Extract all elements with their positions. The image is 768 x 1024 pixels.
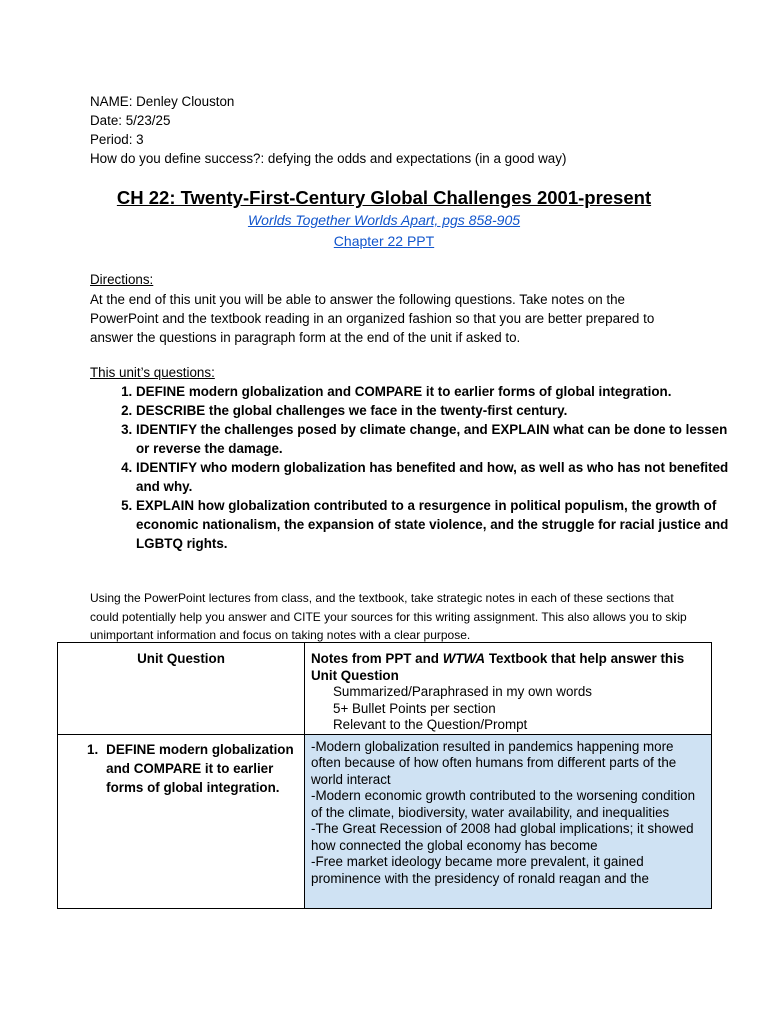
- notes-header-title: [311, 651, 705, 684]
- notes-header-text: Notes from PPT and: [311, 651, 443, 666]
- period-line: Period: 3: [90, 132, 144, 147]
- question-item: 1. DEFINE modern globalization and COMPARE it to earlier forms of global integration.: [136, 382, 736, 401]
- notes-cell[interactable]: [305, 734, 712, 908]
- question-item: 5. EXPLAIN how globalization contributed to a resurgence in political populism, the growth of economic nationalism, the expansion of state violence, and the struggle for racial justice and LGBTQ rights.: [136, 496, 736, 553]
- directions-heading: Directions:: [90, 272, 154, 287]
- question-item: 3. IDENTIFY the challenges posed by climate change, and EXPLAIN what can be done to lessen or reverse the damage.: [136, 420, 736, 458]
- note-line: -Modern globalization resulted in pandemics happening more often because of how often humans from different parts of the world interact: [311, 738, 677, 787]
- question-item: 2. DESCRIBE the global challenges we face in the twenty-first century.: [136, 401, 736, 420]
- note-line: -Free market ideology became more prevalent, it gained prominence with the presidency of ronald reagan and the: [311, 854, 649, 886]
- notes-header-text-2: Textbook that help answer this Unit Question: [311, 651, 685, 683]
- question-text: DEFINE modern globalization and COMPARE it to earlier forms of global integration.: [106, 741, 294, 795]
- notes-header: [305, 643, 712, 735]
- question-cell: [58, 734, 305, 908]
- criteria-item: Summarized/Paraphrased in my own words: [333, 684, 592, 699]
- note-line: -Modern economic growth contributed to the worsening condition of the climate, biodiversity, water availability, and inequalities: [311, 788, 696, 820]
- notes-table: [57, 642, 712, 909]
- questions-heading: This unit’s questions:: [90, 365, 215, 380]
- table-header-row: [58, 643, 712, 735]
- date-line: Date: 5/23/25: [90, 113, 171, 128]
- strategy-text: Using the PowerPoint lectures from class, and the textbook, take strategic notes in each of these sections that could potentially help you answer and CITE your sources for this writing assignment. This also allows you to skip unimportant information and focus on taking notes with a clear purpose.: [90, 591, 687, 642]
- question-row-content: [64, 740, 298, 797]
- table-row: [58, 734, 712, 908]
- textbook-link[interactable]: Worlds Together Worlds Apart, pgs 858-905: [247, 212, 521, 228]
- success-line: How do you define success?: defying the odds and expectations (in a good way): [90, 151, 567, 166]
- directions-text: At the end of this unit you will be able to answer the following questions. Take notes on the PowerPoint and the textbook reading in an organized fashion so that you are better prepared to answer the questions in paragraph form at the end of the unit if asked to.: [90, 292, 655, 345]
- name-line: NAME: Denley Clouston: [90, 94, 235, 109]
- notes-header-italic: WTWA: [442, 651, 486, 666]
- question-item: 4. IDENTIFY who modern globalization has benefited and how, as well as who has not benefited and why.: [136, 458, 736, 496]
- criteria-item: Relevant to the Question/Prompt: [333, 717, 528, 732]
- student-info: [90, 92, 566, 168]
- page-title: CH 22: Twenty-First-Century Global Challenges 2001-present: [116, 187, 652, 208]
- unit-question-header: Unit Question: [58, 643, 305, 735]
- ppt-link[interactable]: Chapter 22 PPT: [333, 233, 435, 249]
- question-number: 1.: [87, 741, 99, 757]
- questions-list: [90, 382, 736, 553]
- criteria-item: 5+ Bullet Points per section: [333, 700, 496, 716]
- note-line: -The Great Recession of 2008 had global implications; it showed how connected the global economy has become: [311, 821, 694, 853]
